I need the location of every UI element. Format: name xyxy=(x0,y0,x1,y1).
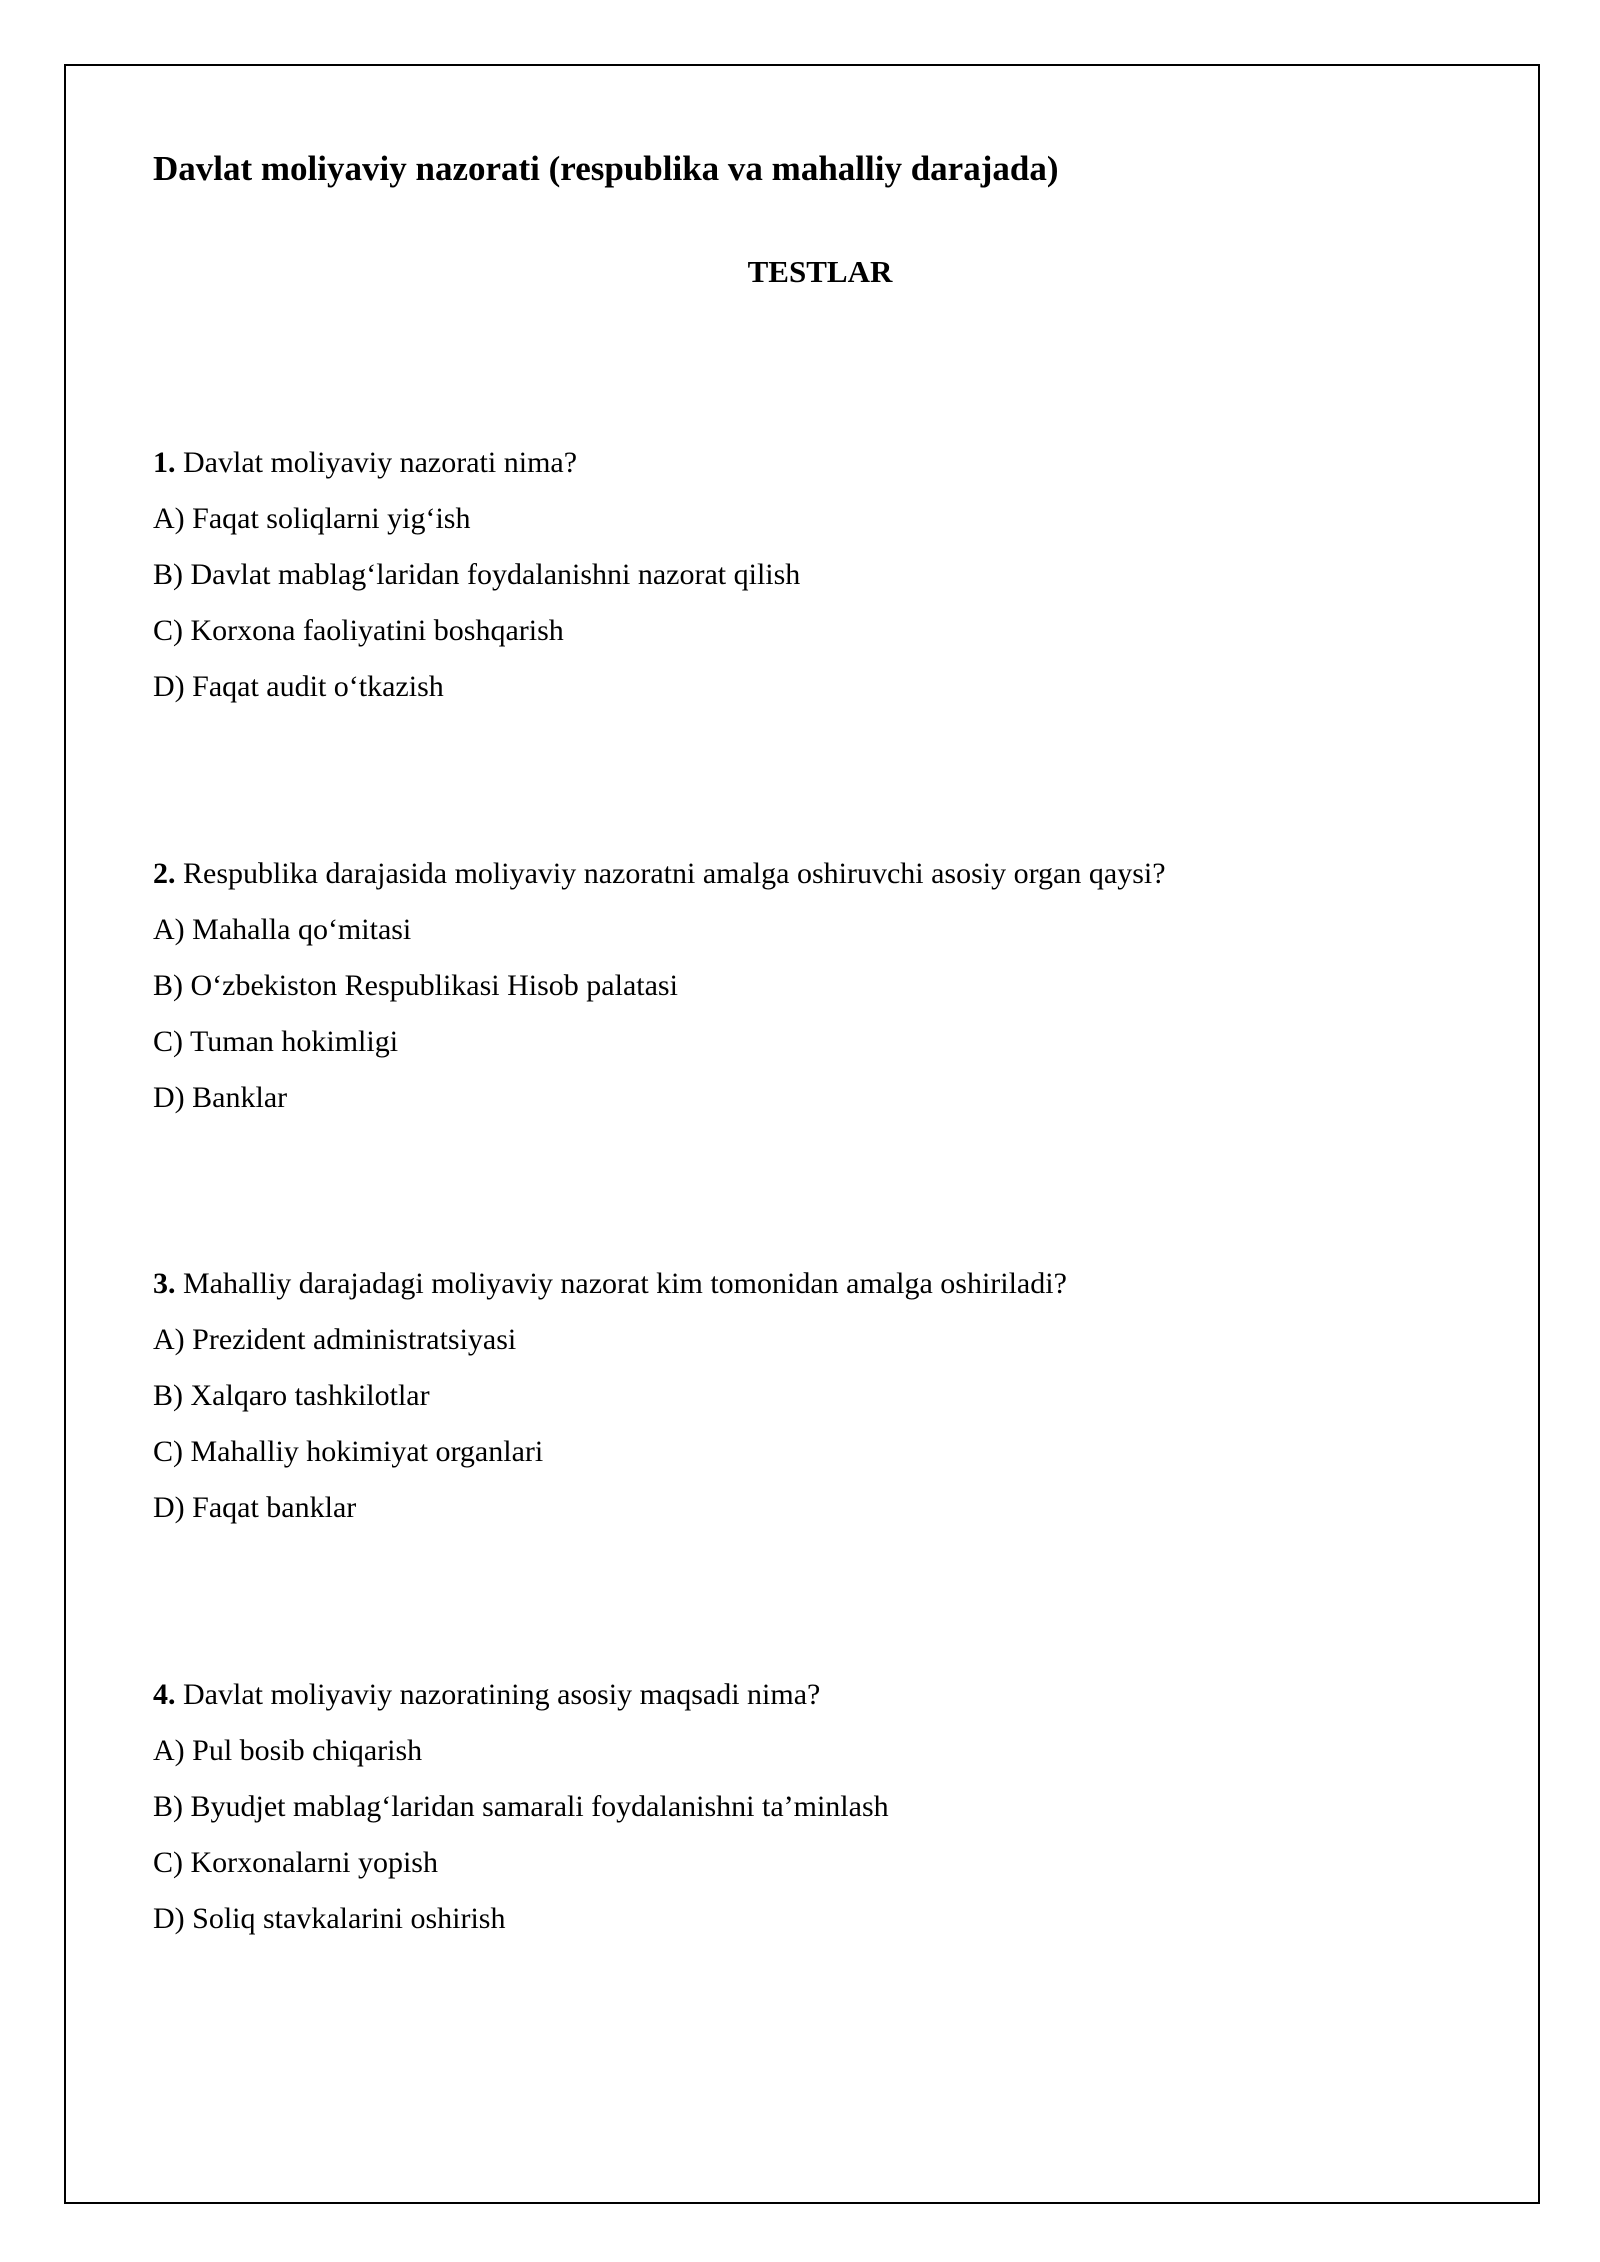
answer-option-b: B) Davlat mablag‘laridan foydalanishni nazorat qilish xyxy=(153,558,801,591)
question-stem xyxy=(153,1667,1493,1723)
answer-option-c: C) Korxonalarni yopish xyxy=(153,1846,438,1879)
question-stem xyxy=(153,435,1493,491)
answer-option-c: C) Mahalliy hokimiyat organlari xyxy=(153,1435,544,1468)
question-text: Mahalliy darajadagi moliyaviy nazorat kim tomonidan amalga oshiriladi? xyxy=(175,1267,1067,1300)
question-4 xyxy=(153,1667,1493,1947)
question-text: Davlat moliyaviy nazoratining asosiy maqsadi nima? xyxy=(175,1678,821,1711)
question-3 xyxy=(153,1256,1493,1536)
section-heading: TESTLAR xyxy=(747,254,893,289)
answer-option-a: A) Pul bosib chiqarish xyxy=(153,1734,423,1767)
question-number: 2. xyxy=(153,857,176,890)
question-text: Respublika darajasida moliyaviy nazoratni amalga oshiruvchi asosiy organ qaysi? xyxy=(175,857,1166,890)
question-2 xyxy=(153,846,1493,1126)
answer-option-d: D) Faqat audit o‘tkazish xyxy=(153,670,444,703)
document-title: Davlat moliyaviy nazorati (respublika va mahalliy darajada) xyxy=(153,149,1059,188)
answer-option-d: D) Soliq stavkalarini oshirish xyxy=(153,1902,506,1935)
answer-option-a: A) Mahalla qo‘mitasi xyxy=(153,913,412,946)
answer-option-a: A) Faqat soliqlarni yig‘ish xyxy=(153,502,471,535)
question-1 xyxy=(153,435,1493,715)
answer-option-d: D) Banklar xyxy=(153,1081,288,1114)
question-number: 4. xyxy=(153,1678,176,1711)
question-stem xyxy=(153,846,1493,902)
answer-option-d: D) Faqat banklar xyxy=(153,1491,357,1524)
answer-option-c: C) Korxona faoliyatini boshqarish xyxy=(153,614,564,647)
question-number: 3. xyxy=(153,1267,176,1300)
answer-option-a: A) Prezident administratsiyasi xyxy=(153,1323,517,1356)
question-stem xyxy=(153,1256,1493,1312)
answer-option-b: B) Byudjet mablag‘laridan samarali foydalanishni ta’minlash xyxy=(153,1790,889,1823)
answer-option-b: B) O‘zbekiston Respublikasi Hisob palatasi xyxy=(153,969,678,1002)
answer-option-b: B) Xalqaro tashkilotlar xyxy=(153,1379,430,1412)
question-text: Davlat moliyaviy nazorati nima? xyxy=(175,446,578,479)
answer-option-c: C) Tuman hokimligi xyxy=(153,1025,399,1058)
question-number: 1. xyxy=(153,446,176,479)
